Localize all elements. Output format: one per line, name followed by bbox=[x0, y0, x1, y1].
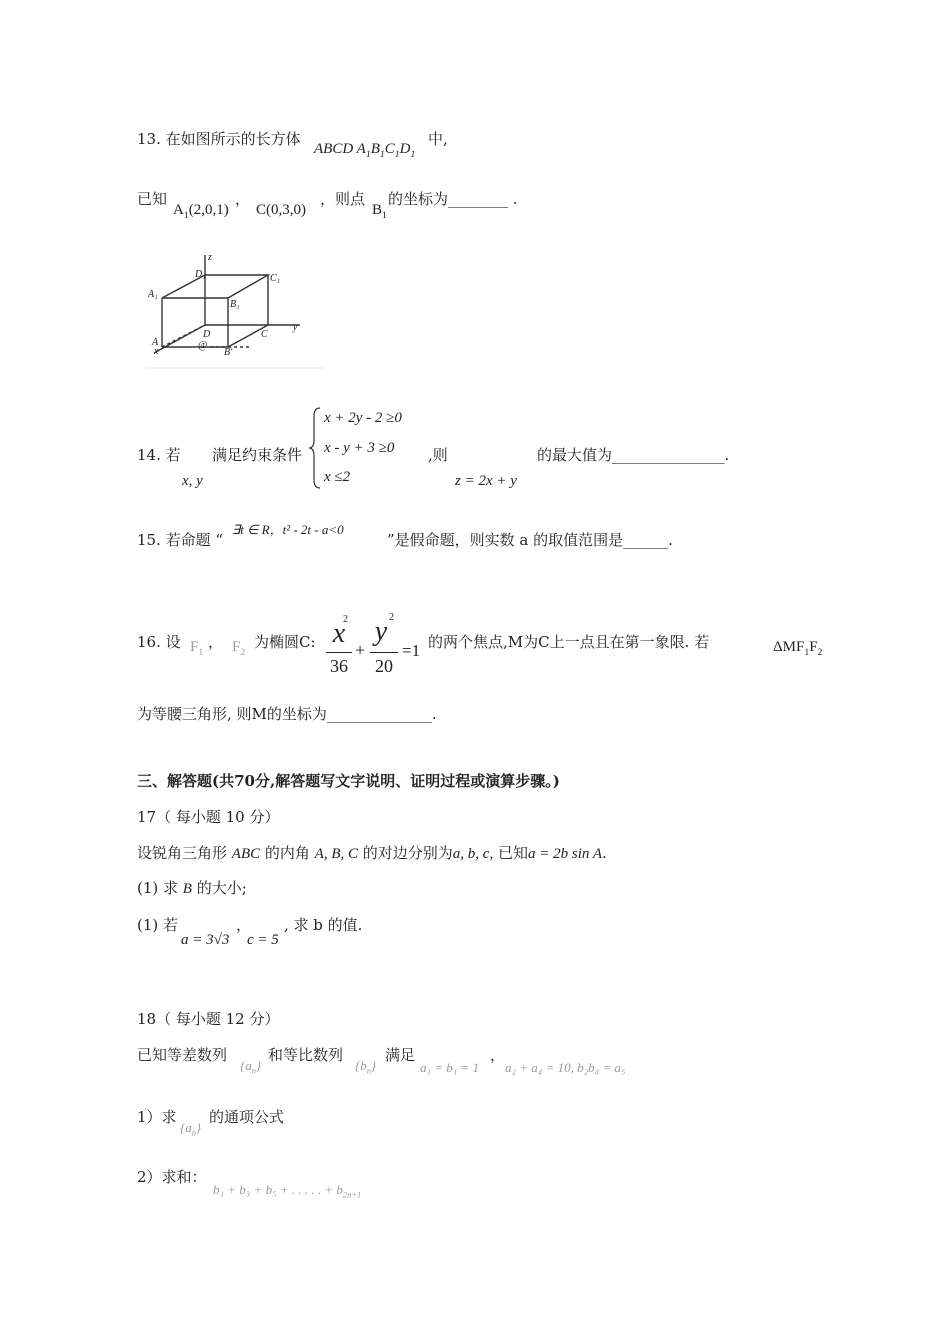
seq-a-end: } bbox=[255, 1058, 262, 1073]
top-face bbox=[162, 275, 268, 298]
sub-c1: 1 bbox=[394, 149, 400, 160]
q18-part2-sum bbox=[213, 1182, 361, 1200]
seq-b-end: } bbox=[370, 1058, 377, 1073]
cuboid-figure bbox=[140, 250, 330, 375]
left-brace bbox=[308, 406, 322, 490]
label-o: @ bbox=[198, 340, 208, 351]
tri-f: F bbox=[809, 639, 818, 655]
q18-stem-mid: 和等比数列 bbox=[268, 1046, 344, 1064]
q18-satisfy: 满足 bbox=[385, 1046, 416, 1064]
f1-letter: F bbox=[190, 639, 199, 655]
part1-end: } bbox=[195, 1120, 202, 1135]
q17-title: 17（ 每小题 10 分） bbox=[137, 808, 280, 826]
seq-a-sub: n bbox=[251, 1065, 256, 1076]
q17-stem-mid2: 的对边分别为 bbox=[358, 844, 453, 862]
q14-then: ,则 bbox=[428, 446, 448, 464]
q13-then-point: ，则点 bbox=[320, 190, 366, 208]
seq-b-sub: n bbox=[366, 1065, 371, 1076]
q16-den1: 36 bbox=[330, 656, 348, 676]
q17-part1-prefix: (1) 求 bbox=[137, 879, 183, 897]
box-name-a: ABCD A bbox=[314, 141, 366, 157]
q13-point-b1 bbox=[372, 201, 387, 222]
b1-letter: B bbox=[372, 202, 383, 218]
box-c: C bbox=[384, 141, 395, 157]
q17-part2-comma: ， bbox=[236, 916, 252, 934]
q13-point-a1 bbox=[173, 201, 229, 222]
q17-known: 已知 bbox=[493, 844, 528, 862]
q14-vars: x, y bbox=[182, 473, 203, 489]
part1-sub: n bbox=[191, 1127, 196, 1138]
q16-den2: 20 bbox=[375, 656, 393, 676]
f1-sub: 1 bbox=[198, 647, 204, 658]
label-d1: D₁ bbox=[195, 269, 206, 280]
q16-triangle bbox=[773, 638, 822, 659]
tri-mf: ΔMF bbox=[773, 639, 805, 655]
q13-coord-of: 的坐标为________ . bbox=[388, 190, 518, 208]
q18-part2-prefix: 2）求和： bbox=[137, 1168, 207, 1186]
tri-sub2: 2 bbox=[817, 647, 823, 658]
q16-suffix: 的两个焦点,M为C上一点且在第一象限. 若 bbox=[428, 633, 710, 651]
q18-part1-prefix: 1）求 bbox=[137, 1108, 177, 1126]
label-d: D bbox=[203, 329, 211, 340]
q17-part1-var: B bbox=[182, 881, 192, 897]
q15-suffix: ”是假命题，则实数 a 的取值范围是______. bbox=[387, 531, 673, 549]
sub-d1: 1 bbox=[410, 149, 416, 160]
q17-eq: a = 2b sin A bbox=[528, 846, 603, 862]
q16-line2: 为等腰三角形, 则M的坐标为______________. bbox=[137, 705, 437, 723]
q18-part1-suffix: 的通项公式 bbox=[209, 1108, 285, 1126]
label-c1: C₁ bbox=[270, 273, 281, 284]
label-x: x bbox=[154, 346, 159, 357]
b1-sub: 1 bbox=[382, 210, 387, 221]
seq-a: {a bbox=[240, 1058, 252, 1073]
a1-sub: 1 bbox=[183, 210, 189, 221]
q17-sides: a, b, c, bbox=[452, 846, 494, 862]
seq-b: {b bbox=[355, 1058, 367, 1073]
f2-sub: 2 bbox=[240, 647, 246, 658]
q13-point-c: C(0,3,0) bbox=[256, 202, 306, 218]
label-y: y bbox=[293, 322, 298, 333]
q16-eq: =1 bbox=[402, 641, 421, 660]
a1-letter: A bbox=[173, 202, 184, 218]
q18-seq-b bbox=[355, 1058, 376, 1076]
q17-stem-prefix: 设锐角三角形 bbox=[137, 844, 232, 862]
label-a1: A₁ bbox=[148, 289, 158, 300]
q16-x-num: x bbox=[332, 618, 346, 649]
q14-c1: x + 2y - 2 ≥0 bbox=[324, 410, 402, 426]
q18-cond1: a₁ = b₁ = 1 bbox=[420, 1060, 480, 1075]
q14-suffix: 的最大值为_______________. bbox=[537, 446, 730, 464]
q13-line1 bbox=[137, 130, 301, 148]
label-c: C bbox=[261, 329, 268, 340]
q17-stem-mid: 的内角 bbox=[260, 844, 315, 862]
q14-c2: x - y + 3 ≥0 bbox=[324, 440, 395, 456]
label-b: B' bbox=[224, 347, 233, 358]
q18-title: 18（ 每小题 12 分） bbox=[137, 1010, 280, 1028]
q13-prefix: 13. 在如图所示的长方体 bbox=[137, 130, 301, 148]
q14-constraint-text: 满足约束条件 bbox=[212, 446, 303, 464]
q13-box-name bbox=[314, 140, 415, 161]
section3-heading: 三、解答题(共70分,解答题写文字说明、证明过程或演算步骤。) bbox=[137, 772, 560, 790]
label-b1: B₁ bbox=[230, 299, 240, 310]
label-a: A bbox=[152, 337, 159, 348]
f2-letter: F bbox=[232, 639, 241, 655]
q17-part2-prefix: (1) 若 bbox=[137, 916, 179, 934]
q16-plus: + bbox=[355, 640, 366, 660]
part2-sum: b₁ + b₃ + b₅ + . . . . . + b bbox=[213, 1182, 343, 1197]
q16-ellipse-text: 为椭圆C: bbox=[254, 633, 316, 651]
q17-abc: ABC bbox=[231, 846, 261, 862]
tri-sub1: 1 bbox=[804, 647, 810, 658]
q16-frac2-bar bbox=[370, 652, 398, 653]
box-d: D bbox=[399, 141, 411, 157]
q14-objective: z = 2x + y bbox=[455, 473, 517, 489]
q15-prefix: 15. 若命题 “ bbox=[137, 531, 224, 549]
q14-prefix: 14. 若 bbox=[137, 446, 181, 464]
q14-c3: x ≤2 bbox=[324, 469, 351, 485]
q16-comma: ， bbox=[208, 633, 224, 651]
box-b: B bbox=[370, 141, 380, 157]
q16-frac1-bar bbox=[326, 652, 352, 653]
q17-part1 bbox=[137, 879, 247, 898]
q18-stem-prefix: 已知等差数列 bbox=[137, 1046, 228, 1064]
q18-cond2: a₂ + a₄ = 10, b₂b₄ = a₅ bbox=[505, 1060, 626, 1075]
q18-part1-seq bbox=[180, 1120, 201, 1138]
q16-f1 bbox=[190, 638, 203, 659]
q16-y-sq: 2 bbox=[389, 612, 394, 623]
q13-comma: ， bbox=[235, 190, 251, 208]
q17-part2-suffix: , 求 b 的值. bbox=[284, 916, 363, 934]
q17-stem-end: . bbox=[602, 844, 607, 862]
part1-seq: {a bbox=[180, 1120, 192, 1135]
q16-x-sq: 2 bbox=[343, 614, 348, 625]
q16-f2 bbox=[232, 638, 245, 659]
q13-line2-prefix: 已知 bbox=[137, 190, 168, 208]
sub-b1: 1 bbox=[379, 149, 385, 160]
sub-a1: 1 bbox=[365, 149, 371, 160]
q18-seq-a bbox=[240, 1058, 261, 1076]
q17-angles: A, B, C bbox=[314, 846, 359, 862]
q17-part2-c: c = 5 bbox=[247, 932, 279, 948]
q17-part2-a: a = 3√3 bbox=[181, 932, 230, 948]
q16-y-num: y bbox=[374, 616, 388, 647]
q16-prefix: 16. 设 bbox=[137, 633, 181, 651]
a1-coord: (2,0,1) bbox=[188, 202, 229, 218]
q15-exists: ∃t ∈ R，t² - 2t - a<0 bbox=[232, 522, 344, 537]
part2-sub: 2n+1 bbox=[342, 1189, 362, 1200]
q17-stem bbox=[137, 844, 607, 863]
q13-line1-suffix: 中, bbox=[428, 130, 448, 148]
q17-part1-suffix: 的大小; bbox=[191, 879, 247, 897]
label-z: z bbox=[208, 252, 212, 263]
q18-cond-comma: ， bbox=[490, 1046, 506, 1064]
